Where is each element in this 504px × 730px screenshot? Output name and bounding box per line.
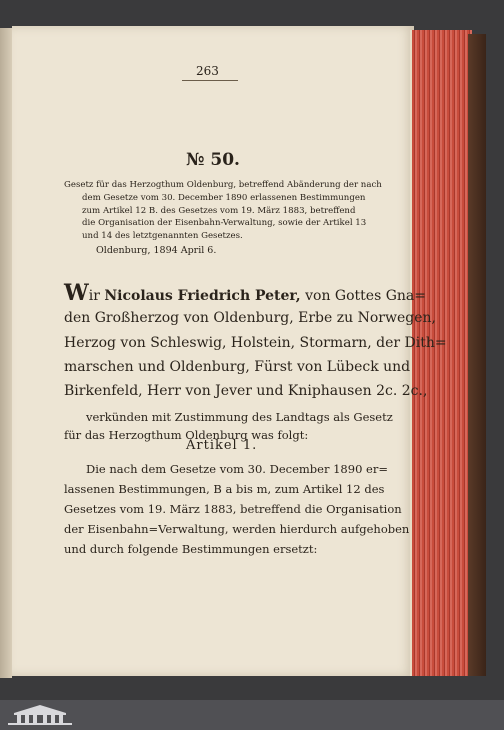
article-line: und durch folgende Bestimmungen ersetzt: [64, 542, 318, 556]
library-logo-icon [6, 703, 74, 727]
proclamation-line: für das Herzogthum Oldenburg was folgt: [64, 428, 309, 442]
initial-letter: W [64, 280, 89, 306]
law-title-line: zum Artikel 12 B. des Gesetzes vom 19. März 1883, betreffend [82, 206, 356, 216]
place-date: Oldenburg, 1894 April 6. [96, 245, 217, 256]
article-heading: Artikel 1. [186, 438, 258, 453]
ruler-name: Nicolaus Friedrich Peter, [104, 288, 301, 304]
preamble-fragment: von Gottes Gna= [300, 288, 426, 304]
law-title-line: dem Gesetze vom 30. December 1890 erlassenen Bestimmungen [82, 193, 366, 203]
proclamation-line: verkünden mit Zustimmung des Landtags als Gesetz [86, 410, 393, 424]
page-block-edge [410, 30, 472, 676]
book-page [12, 26, 414, 676]
law-number: № 50. [186, 150, 240, 170]
law-title-line: Gesetz für das Herzogthum Oldenburg, betreffend Abänderung der nach [64, 180, 382, 190]
preamble-line [64, 280, 426, 306]
law-title-line: die Organisation der Eisenbahn-Verwaltung, sowie der Artikel 13 [82, 218, 367, 228]
article-line: lassenen Bestimmungen, B a bis m, zum Artikel 12 des [64, 482, 385, 496]
preamble-fragment: ir [88, 288, 105, 304]
viewer-footer-bar [0, 700, 504, 730]
article-line: der Eisenbahn=Verwaltung, werden hierdurch aufgehoben [64, 522, 410, 536]
book-cover [468, 34, 486, 676]
law-title-line: und 14 des letztgenannten Gesetzes. [82, 231, 243, 241]
facing-page-edge [0, 28, 12, 678]
article-line: Gesetzes vom 19. März 1883, betreffend die Organisation [64, 502, 402, 516]
preamble-line: den Großherzog von Oldenburg, Erbe zu Norwegen, [64, 310, 436, 326]
page-number-rule [182, 80, 238, 81]
preamble-line: Herzog von Schleswig, Holstein, Stormarn, der Dith= [64, 335, 447, 351]
preamble-line: marschen und Oldenburg, Fürst von Lübeck und [64, 359, 411, 375]
article-line: Die nach dem Gesetze vom 30. December 1890 er= [86, 462, 388, 476]
page-number: 263 [196, 64, 219, 78]
preamble-line: Birkenfeld, Herr von Jever und Kniphausen 2c. 2c., [64, 383, 428, 399]
